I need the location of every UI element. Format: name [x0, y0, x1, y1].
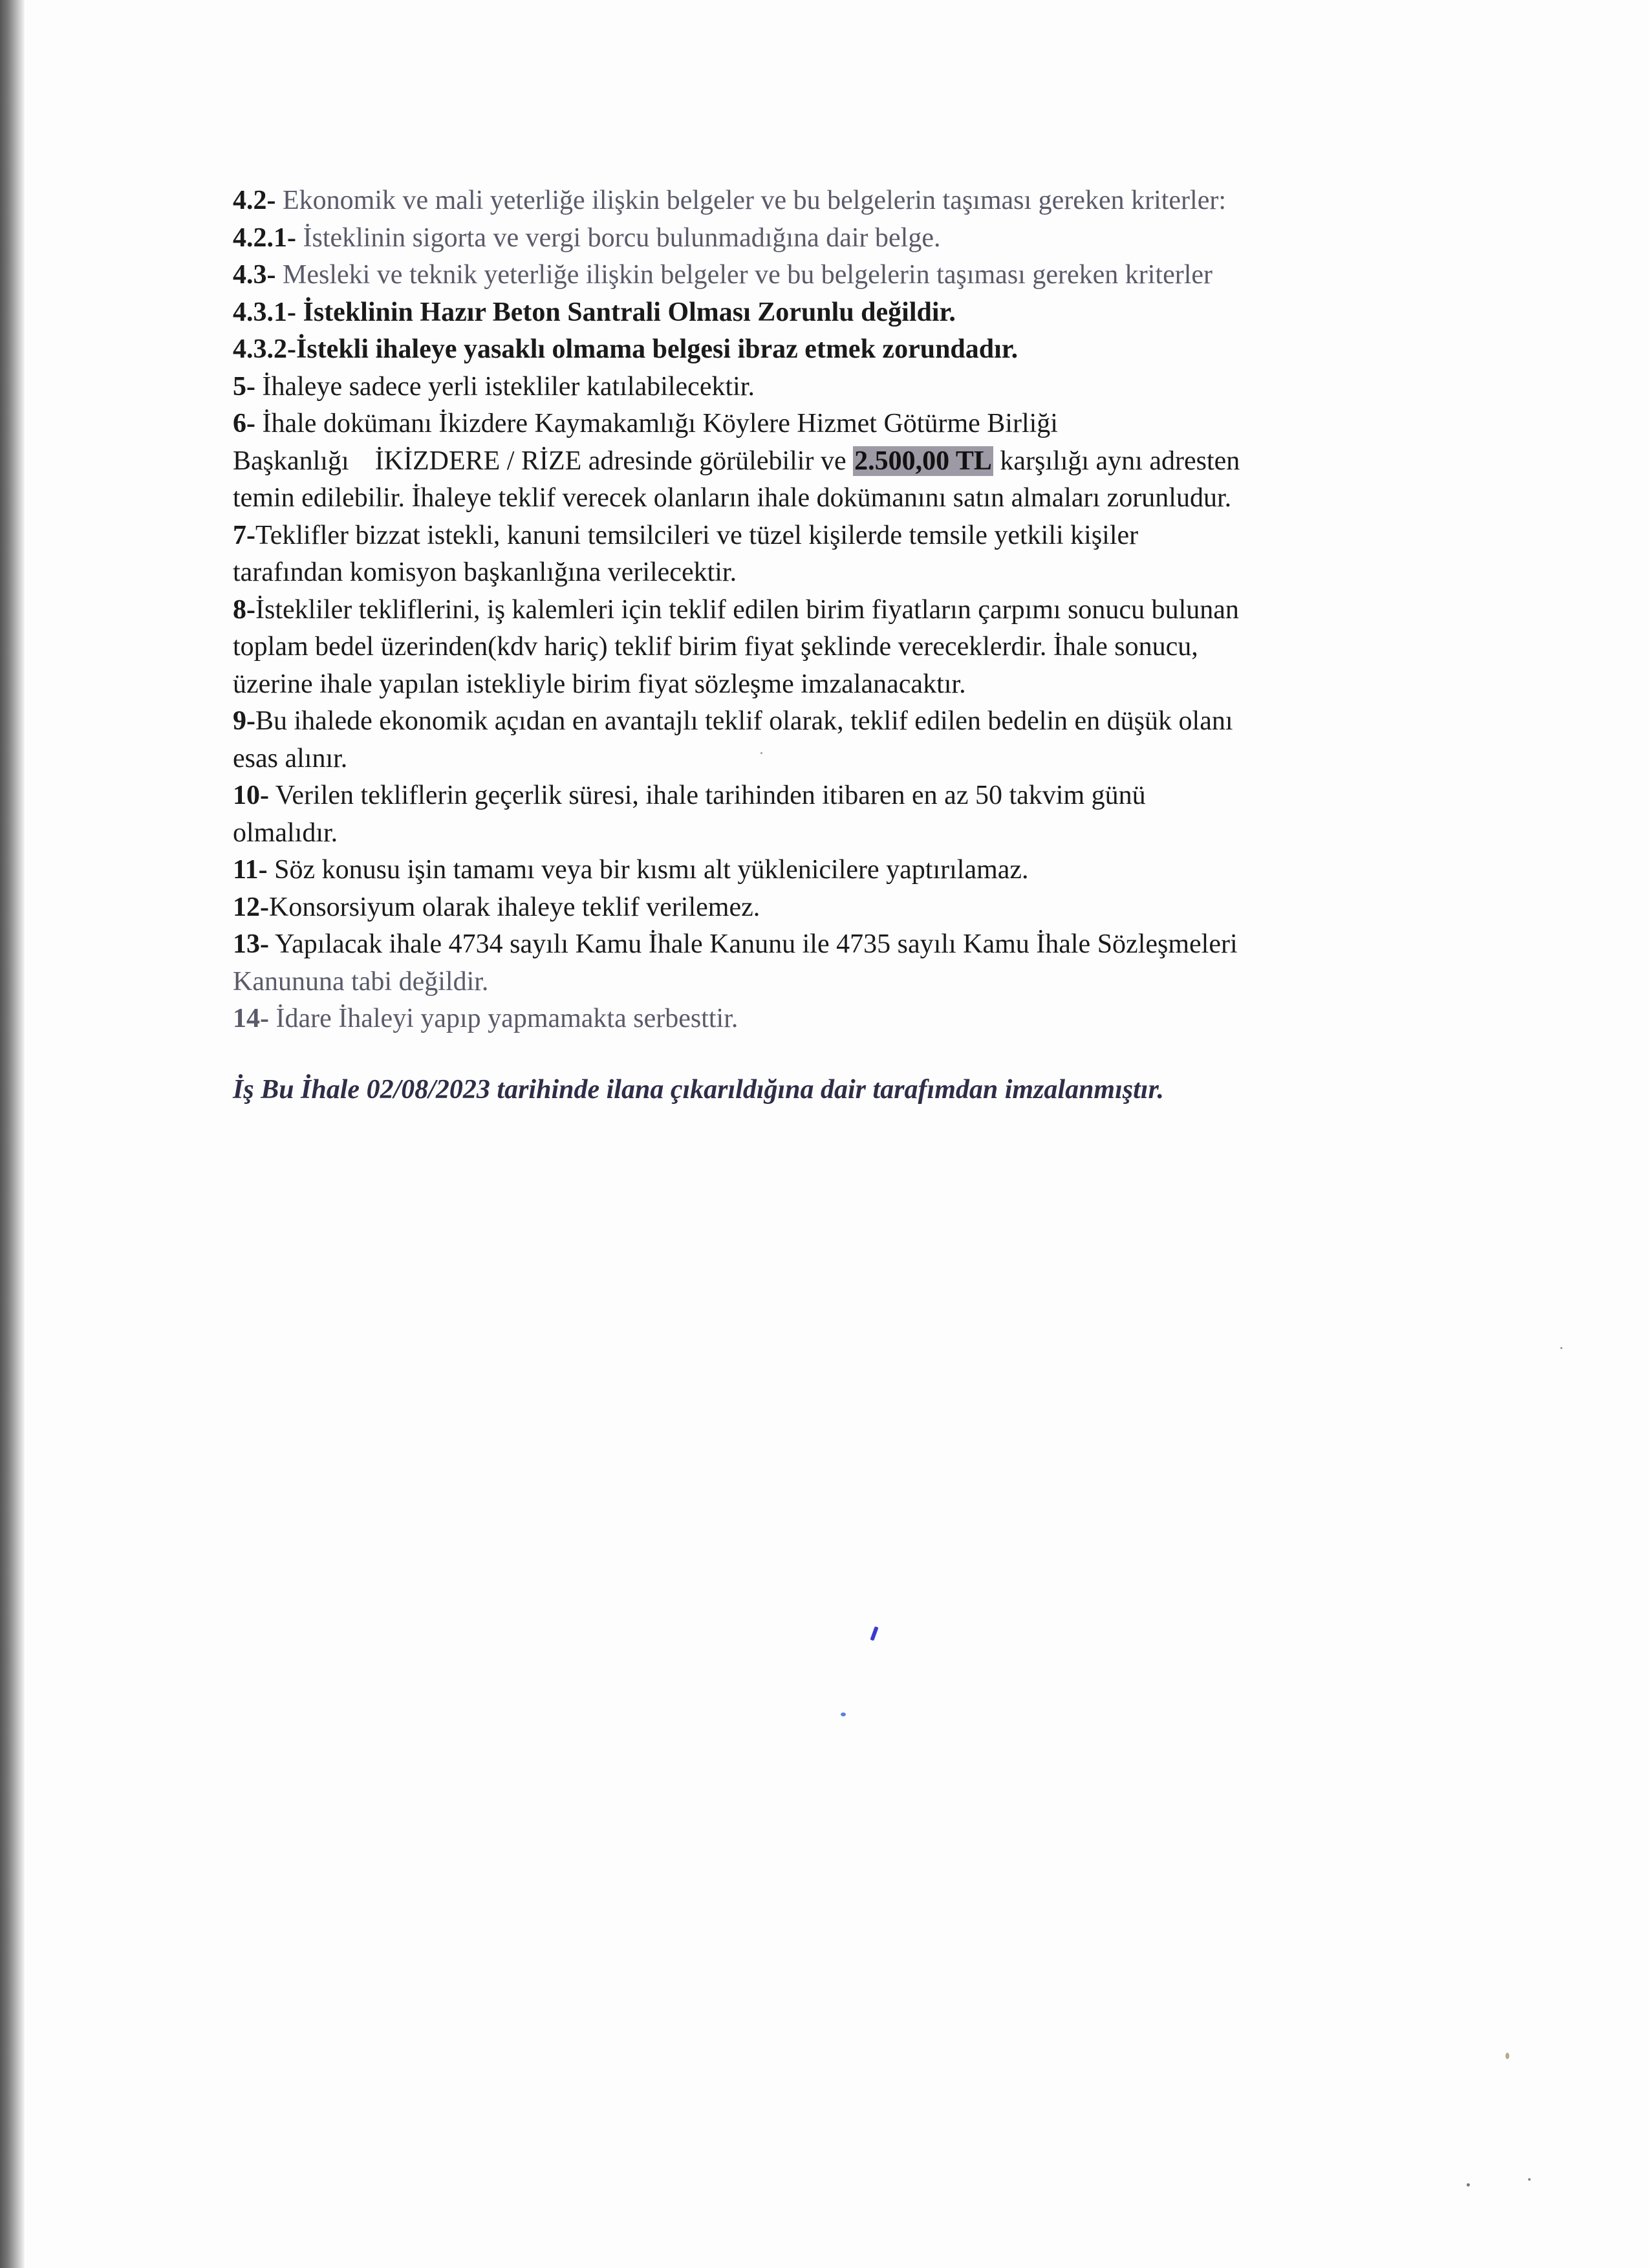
- item-text: İstekli ihaleye yasaklı olmama belgesi ibraz etmek zorundadır.: [296, 334, 1018, 364]
- item-text-line-1: İstekliler tekliflerini, iş kalemleri için teklif edilen birim fiyatların çarpımı sonucu bulunan: [255, 594, 1239, 625]
- item-text-line-1: Teklifler bizzat istekli, kanuni temsilcileri ve tüzel kişilerde temsile yetkili kişiler: [255, 520, 1139, 550]
- item-5: [233, 369, 1449, 406]
- item-text-line-2: esas alınır.: [233, 743, 348, 773]
- item-text-line-3: üzerine ihale yapılan istekliyle birim fiyat sözleşme imzalanacaktır.: [233, 669, 966, 699]
- item-number: 4.2-: [233, 186, 276, 215]
- item-4-3: [233, 257, 1449, 294]
- item-number: 11-: [233, 855, 268, 885]
- item-text-line-1: İhale dokümanı İkizdere Kaymakamlığı Köylere Hizmet Götürme Birliği: [255, 409, 1058, 438]
- item-number: 9-: [233, 706, 255, 736]
- scan-speck: [1528, 2178, 1531, 2181]
- item-text-line-2: Kanununa tabi değildir.: [233, 966, 489, 997]
- item-4-3-1: [233, 294, 1449, 332]
- item-text-line-2a: Başkanlığı: [233, 446, 349, 476]
- final-statement: İş Bu İhale 02/08/2023 tarihinde ilana çıkarıldığına dair tarafımdan imzalanmıştır.: [233, 1074, 1164, 1105]
- item-number: 10-: [233, 781, 269, 810]
- item-number: 4.3.2-: [233, 334, 296, 364]
- item-9: [233, 703, 1449, 777]
- item-text-line-2: tarafından komisyon başkanlığına verilecektir.: [233, 557, 737, 587]
- item-4-3-2: [233, 331, 1449, 369]
- item-text: Ekonomik ve mali yeterliğe ilişkin belgeler ve bu belgelerin taşıması gereken kriterler:: [275, 186, 1227, 215]
- item-number: 4.2.1-: [233, 222, 296, 253]
- price-highlight: 2.500,00 TL: [854, 446, 992, 476]
- item-text: Mesleki ve teknik yeterliğe ilişkin belgeler ve bu belgelerin taşıması gereken kriterler: [275, 260, 1212, 290]
- scan-speck: [870, 1626, 878, 1641]
- item-8: [233, 592, 1449, 704]
- item-6: [233, 405, 1449, 517]
- item-number: 14-: [233, 1004, 269, 1033]
- item-number: 8-: [233, 594, 255, 625]
- scan-speck: [760, 752, 762, 754]
- item-7: [233, 517, 1449, 592]
- scan-speck: [841, 1712, 846, 1716]
- item-text: İhaleye sadece yerli istekliler katılabilecektir.: [255, 371, 755, 402]
- item-text-line-1: Yapılacak ihale 4734 sayılı Kamu İhale Kanunu ile 4735 sayılı Kamu İhale Sözleşmeleri: [269, 929, 1238, 959]
- item-text-line-3: temin edilebilir. İhaleye teklif verecek olanların ihale dokümanını satın almaları zorunludur.: [233, 483, 1232, 513]
- item-number: 13-: [233, 929, 269, 959]
- item-10: [233, 777, 1449, 852]
- scan-speck: [1505, 2053, 1509, 2059]
- item-text: Söz konusu işin tamamı veya bir kısmı alt yüklenicilere yaptırılamaz.: [267, 855, 1029, 885]
- item-text-line-2: toplam bedel üzerinden(kdv hariç) teklif birim fiyat şeklinde vereceklerdir. İhale sonucu,: [233, 632, 1198, 662]
- item-text-line-2: olmalıdır.: [233, 817, 338, 848]
- item-text: İsteklinin sigorta ve vergi borcu bulunmadığına dair belge.: [296, 222, 941, 253]
- item-text-line-1: Verilen tekliflerin geçerlik süresi, ihale tarihinden itibaren en az 50 takvim günü: [269, 781, 1146, 810]
- item-11: [233, 852, 1449, 889]
- item-number: 5-: [233, 371, 255, 402]
- item-number: 12-: [233, 892, 269, 922]
- scan-speck: [1467, 2183, 1470, 2187]
- item-14: [233, 1000, 1449, 1038]
- item-4-2-1: [233, 220, 1449, 257]
- document-body: [233, 182, 1449, 1108]
- item-12: [233, 889, 1449, 927]
- item-text-line-1: Bu ihalede ekonomik açıdan en avantajlı teklif olarak, teklif edilen bedelin en düşük olanı: [255, 706, 1233, 736]
- item-text-line-2b: İKİZDERE / RİZE adresinde görülebilir ve: [374, 446, 854, 476]
- item-text: İsteklinin Hazır Beton Santrali Olması Zorunlu değildir.: [296, 297, 956, 327]
- item-13: [233, 926, 1449, 1000]
- item-text: İdare İhaleyi yapıp yapmamakta serbesttir.: [269, 1004, 738, 1033]
- item-text-line-2c: karşılığı aynı adresten: [993, 446, 1240, 476]
- item-number: 4.3-: [233, 260, 276, 290]
- item-4-2: [233, 182, 1449, 220]
- item-text: Konsorsiyum olarak ihaleye teklif verilemez.: [269, 892, 760, 922]
- item-number: 7-: [233, 520, 255, 550]
- scan-speck: [1560, 1347, 1562, 1349]
- item-number: 6-: [233, 409, 255, 438]
- item-number: 4.3.1-: [233, 297, 296, 327]
- scan-edge-shadow: [0, 0, 25, 2268]
